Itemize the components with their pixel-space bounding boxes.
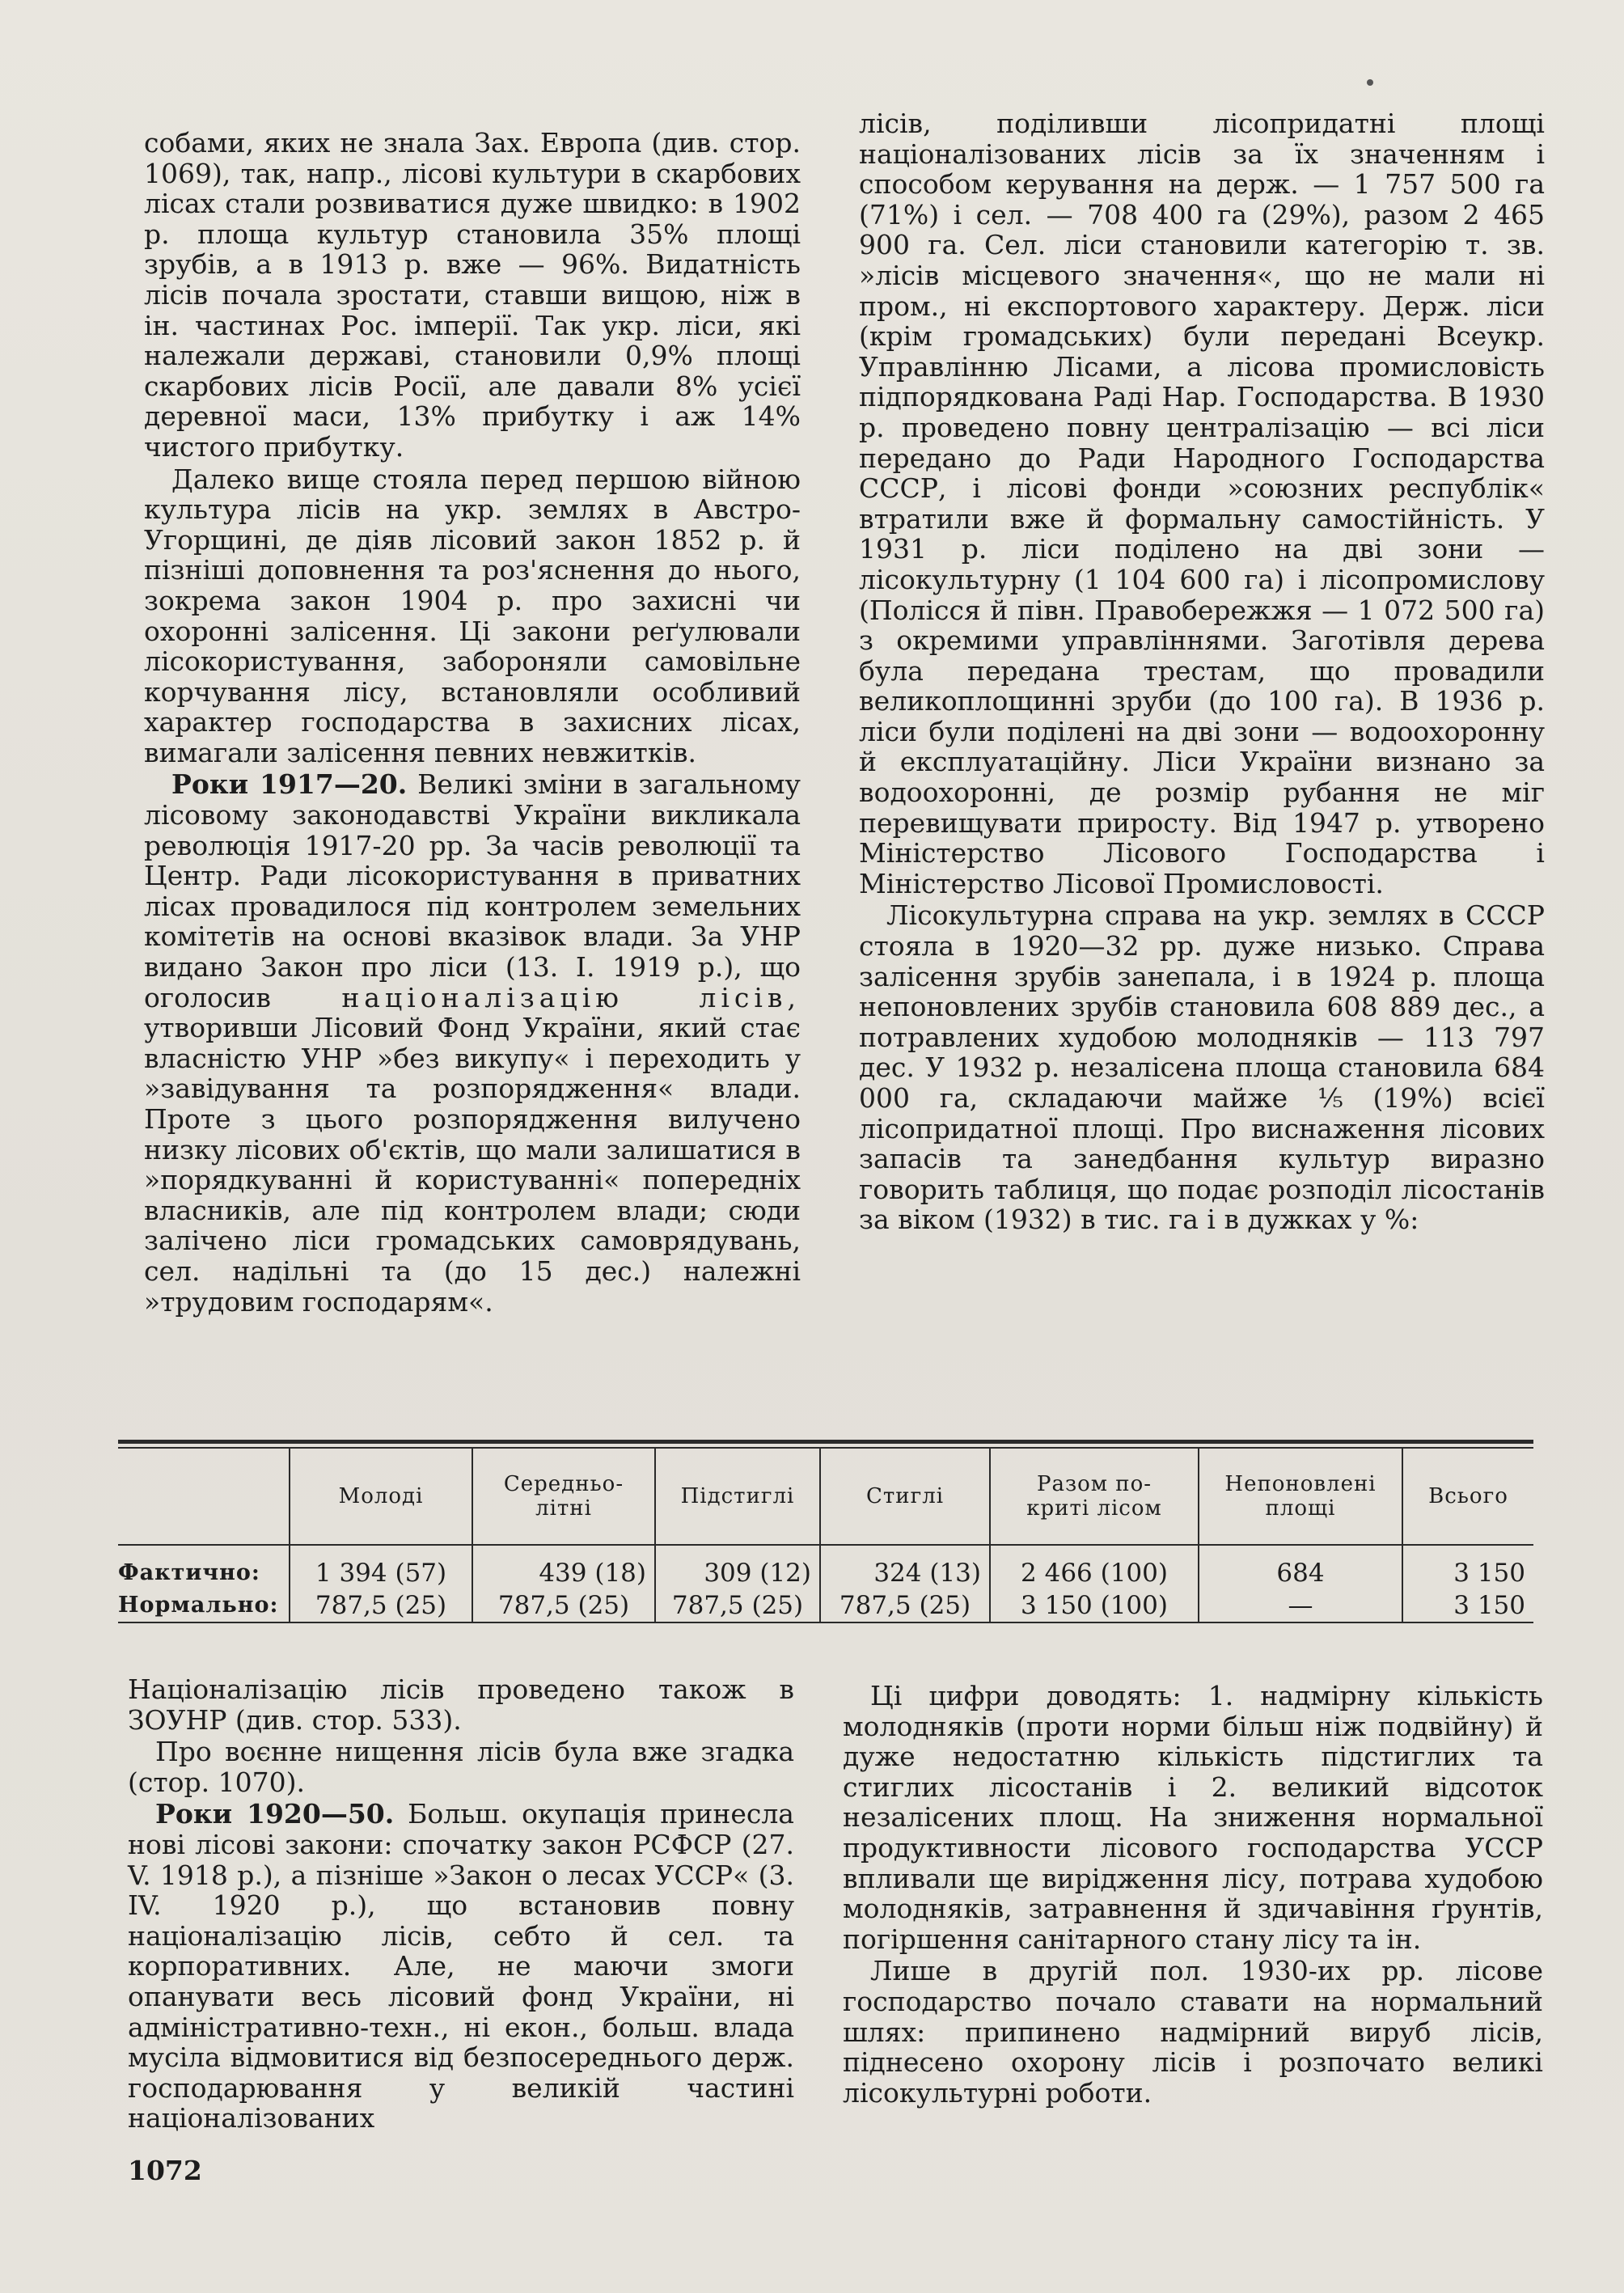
text-1917-20-a: Великі зміни в загальному лісовому законодавстві України викликала революція 1917-20 рр. За часів революції та Центр. Ради лісокористування в приватних лісах провадилося під контролем земельних комітетів на основі вказівок влади. За УНР видано Закон про ліси (13. I. 1919 р.), що оголосив — [144, 768, 801, 1013]
print-speck — [1367, 79, 1373, 86]
table-corner — [118, 1449, 290, 1545]
right-column-top — [859, 108, 1545, 1235]
header-total: Всього — [1402, 1449, 1533, 1545]
left-column-top — [144, 128, 801, 1317]
left-column-bottom — [128, 1674, 794, 2134]
paragraph-continued: собами, яких не знала Зах. Европа (див. стор. 1069), так, напр., лісові культури в скарбових лісах стали розвиватися дуже швидко: в 1902 р. площа культур становила 35% площі зрубів, а в 1913 р. вже — 96%. Видатність лісів почала зростати, ставши вищою, ніж в ін. частинах Рос. імперії. Так укр. ліси, які належали державі, становили 0,9% площі скарбових лісів Росії, але давали 8% усієї деревної маси, 13% прибутку і аж 14% чистого прибутку. — [144, 127, 801, 463]
forest-age-table — [118, 1440, 1533, 1623]
paragraph-austria: Далеко вище стояла перед першою війною культура лісів на укр. землях в Австро-Угорщині, де діяв лісовий закон 1852 р. й пізніші доповнення та роз'яснення до нього, зокрема закон 1904 р. про захисні чи охоронні залісення. Ці закони реґулювали лісокористування, забороняли самовільне корчування лісу, встановляли особливий характер господарства в захисних лісах, вимагали залісення певних невжитків. — [144, 463, 801, 768]
table-cell: 787,5 (25) — [655, 1589, 820, 1622]
table-cell: 309 (12) — [655, 1545, 820, 1589]
table-cell: 787,5 (25) — [820, 1589, 990, 1622]
header-premature: Підстиглі — [655, 1449, 820, 1545]
table-cell: 439 (18) — [472, 1545, 655, 1589]
table-cell: 787,5 (25) — [472, 1589, 655, 1622]
paragraph-war-destruction: Про воєнне нищення лісів була вже згадка (стор. 1070). — [128, 1736, 794, 1798]
table-cell: 3 150 — [1402, 1589, 1533, 1622]
header-young: Молоді — [290, 1449, 472, 1545]
paragraph-zounr: Націоналізацію лісів проведено також в ЗОУНР (див. стор. 533). — [128, 1673, 794, 1736]
page-number: 1072 — [128, 2155, 202, 2186]
paragraph-1920-50 — [128, 1799, 794, 2134]
text-1920-50: Больш. окупація принесла нові лісові закони: спочатку закон РСФСР (27. V. 1918 р.), а пізніше »Закон о лесах УССР« (3. IV. 1920 р.), що встановив повну націоналізацію лісів, себто й сел. та корпоративних. Але, не маючи змоги опанувати весь лісовий фонд України, ні адміністративно-техн., ні екон., больш. влада мусіла відмовитися від безпосереднього держ. господарювання у великій частині націоналізованих — [128, 1798, 794, 2134]
table-cell: 787,5 (25) — [290, 1589, 472, 1622]
table-cell: — — [1199, 1589, 1402, 1622]
table-cell: 3 150 — [1402, 1545, 1533, 1589]
row-label-actual: Фактично: — [118, 1560, 260, 1585]
header-mature: Стиглі — [820, 1449, 990, 1545]
right-column-bottom — [843, 1681, 1543, 2108]
paragraph-forest-culture: Лісокультурна справа на укр. землях в СССР стояла в 1920—32 рр. дуже низько. Справа залісення зрубів занепала, і в 1924 р. площа непоновлених зрубів становила 608 889 дес., а потравлених худобою молодняків — 113 797 дес. У 1932 р. незалісена площа становила 684 000 га, складаючи майже ⅕ (19%) всієї лісопридатної площі. Про виснаження лісових запасів та занедбання культур виразно говорить таблиця, що подає розподіл лісостанів за віком (1932) в тис. га і в дужках у %: — [859, 899, 1545, 1236]
paragraph-figures: Ці цифри доводять: 1. надмірну кількість молодняків (проти норми більш ніж подвійну) й дуже недостатню кількість підстиглих та стиглих лісостанів і 2. великий відсоток незалісених площ. На зниження нормальної продуктивности лісового господарства УССР впливали ще вирідження лісу, потрава худобою молодняків, затравнення й здичавіння ґрунтів, погіршення санітарного стану лісу та ін. — [843, 1680, 1543, 1955]
table-cell: 324 (13) — [820, 1545, 990, 1589]
table-row — [118, 1589, 1533, 1622]
table-header-row — [118, 1449, 1533, 1545]
text-1917-20-b: утворивши Лісовий Фонд України, який стає власністю УНР »без викупу« і переходить у »завідування та розпорядження« влади. Проте з цього розпорядження вилучено низку лісових об'єктів, що мали залишатися в »порядкуванні й користуванні« попередніх власників, але під контролем влади; сюди залічено ліси громадських самоврядувань, сел. надільні та (до 15 дес.) належні »трудовим господарям«. — [144, 1012, 801, 1318]
header-unrestored: Непоновлені площі — [1199, 1449, 1402, 1545]
table-cell: 3 150 (100) — [990, 1589, 1199, 1622]
section-heading-1917-20: Роки 1917—20. — [171, 768, 408, 801]
paragraph-1917-20 — [144, 769, 801, 1317]
table-cell: 684 — [1199, 1545, 1402, 1589]
header-middle-aged: Середньо- літні — [472, 1449, 655, 1545]
table-row — [118, 1545, 1533, 1589]
header-total-covered: Разом по- криті лісом — [990, 1449, 1199, 1545]
table-top-rule — [118, 1440, 1533, 1444]
paragraph-1930s: Лише в другій пол. 1930-их рр. лісове господарство почало ставати на нормальний шлях: припинено надмірний вируб лісів, піднесено охорону лісів і розпочато великі лісокультурні роботи. — [843, 1955, 1543, 2109]
table-cell: 2 466 (100) — [990, 1545, 1199, 1589]
text-nationalization-spaced: націоналізацію лісів, — [341, 981, 801, 1013]
section-heading-1920-50: Роки 1920—50. — [155, 1798, 395, 1830]
paragraph-continued-right: лісів, поділивши лісопридатні площі націоналізованих лісів за їх значенням і способом керування на держ. — 1 757 500 га (71%) і сел. — 708 400 га (29%), разом 2 465 900 га. Сел. ліси становили категорію т. зв. »лісів місцевого значення«, що не мали ні пром., ні експортового характеру. Держ. ліси (крім громадських) були передані Всеукр. Управлінню Лісами, а лісова промисловість підпорядкована Раді Нар. Господарства. В 1930 р. проведено повну централізацію — всі ліси передано до Ради Народного Господарства СССР, і лісові фонди »союзних республік« втратили вже й формальну самостійність. У 1931 р. ліси поділено на дві зони — лісокультурну (1 104 600 га) і лісопромислову (Полісся й півн. Правобережжя — 1 072 500 га) з окремими управліннями. Заготівля дерева була передана трестам, що провадили великоплощинні зруби (до 100 га). В 1936 р. ліси були поділені на дві зони — водоохоронну й експлуатаційну. Ліси України визнано за водоохоронні, де розмір рубання не міг перевищувати приросту. Від 1947 р. утворено Міністерство Лісового Господарства і Міністерство Лісової Промисловості. — [859, 108, 1545, 899]
table-cell: 1 394 (57) — [290, 1545, 472, 1589]
row-label-normal: Нормально: — [118, 1589, 290, 1622]
